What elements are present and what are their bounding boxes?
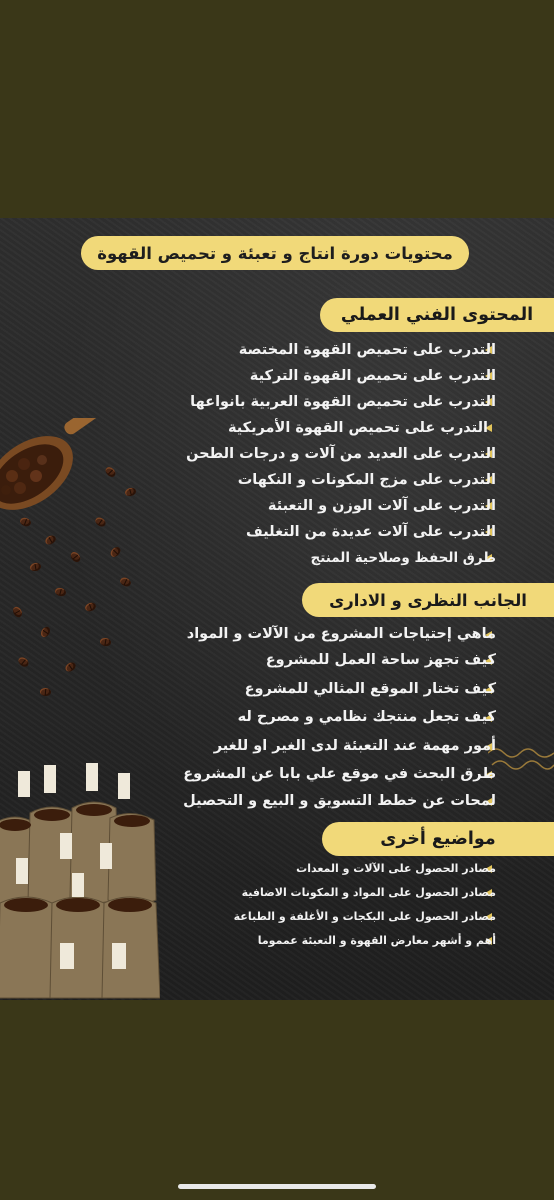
section-heading-theory: الجانب النظرى و الادارى — [302, 583, 554, 617]
list-item: طرق البحث في موقع علي بابا عن المشروع — [183, 766, 496, 782]
coffee-bean-icon — [84, 601, 97, 612]
list-item: كيف تجهز ساحة العمل للمشروع — [265, 652, 496, 668]
coffee-bean-icon — [119, 576, 132, 588]
list-item: كيف تجعل منتجك نظامي و مصرح له — [237, 709, 496, 725]
section-heading-other: مواضيع أخرى — [322, 822, 554, 856]
coffee-bean-icon — [29, 562, 41, 572]
coffee-bean-icon — [39, 625, 52, 639]
coffee-sacks-illustration — [0, 763, 160, 1000]
decorative-squiggle — [488, 743, 554, 783]
list-item: مصادر الحصول على الآلات و المعدات — [296, 862, 496, 875]
page-title: محتويات دورة انتاج و تعبئة و تحميص القهوة — [81, 236, 469, 270]
list-item: التدرب على آلات عديدة من التغليف — [245, 524, 496, 540]
list-item: مصادر الحصول على البكجات و الأغلفة و الطباعة — [233, 910, 496, 923]
section-heading-technical: المحتوى الفني العملي — [320, 298, 554, 332]
list-item: أهم و أشهر معارض القهوة و التعبئة عمموما — [257, 934, 496, 947]
list-item: التدرب على آلات الوزن و التعبئة — [267, 498, 496, 514]
coffee-bean-icon — [17, 655, 31, 668]
coffee-bean-icon — [64, 661, 78, 674]
top-band — [0, 0, 554, 218]
bottom-band — [0, 1000, 554, 1200]
coffee-bean-icon — [124, 487, 137, 498]
coffee-bean-icon — [99, 637, 111, 647]
list-item: طرق الحفظ وصلاحية المنتج — [310, 550, 496, 566]
poster-image — [0, 218, 554, 1000]
list-item: التدرب على مزج المكونات و النكهات — [237, 472, 496, 488]
coffee-scoop-illustration — [0, 418, 120, 548]
home-indicator[interactable] — [178, 1184, 376, 1189]
list-item: التدرب على تحميص القهوة الأمريكية — [227, 420, 488, 436]
list-item: التدرب على العديد من آلات و درجات الطحن — [186, 446, 496, 462]
list-item: لمحات عن خطط التسويق و البيع و التحصيل — [183, 793, 496, 809]
list-item: كيف تختار الموقع المثالي للمشروع — [244, 681, 496, 697]
list-item: التدرب على تحميص القهوة العربية بانواعها — [190, 394, 496, 410]
coffee-bean-icon — [69, 550, 82, 564]
coffee-bean-icon — [40, 688, 52, 697]
list-item: ماهي إحتياجات المشروع من الآلات و المواد — [186, 626, 496, 642]
list-item: التدرب على تحميص القهوة التركية — [249, 368, 496, 384]
coffee-bean-icon — [11, 605, 23, 619]
list-item: أمور مهمة عند التعبئة لدى الغير او للغير — [213, 738, 496, 754]
list-item: التدرب على تحميص القهوة المختصة — [238, 342, 496, 358]
coffee-bean-icon — [54, 587, 67, 598]
list-item: مصادر الحصول على المواد و المكونات الاضافية — [241, 886, 496, 899]
